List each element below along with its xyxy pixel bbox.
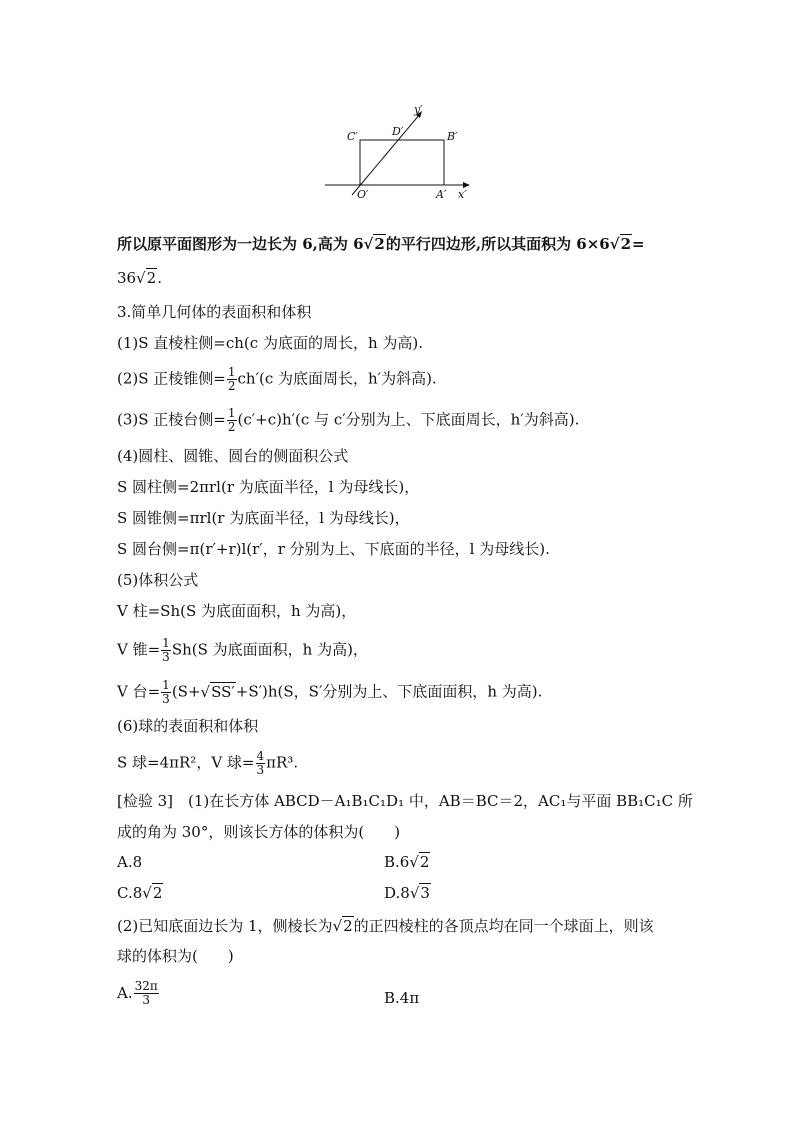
formula-1: (1)S 直棱柱侧=ch(c 为底面的周长，h 为高).: [117, 334, 423, 352]
section-heading: 3.简单几何体的表面积和体积: [117, 303, 312, 321]
formula-6a: S 球=4πR²，V 球= $\frac{4}{3}$ πR³.: [117, 749, 299, 777]
options-row-3: [117, 979, 420, 1007]
option-b[interactable]: B.6√2: [384, 853, 430, 871]
question-3-2-line-1: (2)已知底面边长为 1，侧棱长为√2的正四棱柱的各顶点均在同一个球面上，则该: [117, 917, 654, 935]
formula-5-heading: (5)体积公式: [117, 571, 199, 589]
coordinate-figure: [320, 100, 480, 205]
option-d[interactable]: D.8√3: [384, 884, 430, 902]
option-b2[interactable]: B.4π: [384, 989, 420, 1007]
label-x: x′: [458, 188, 467, 201]
rectangle-oabc: [360, 140, 444, 185]
fraction: $\frac{1}{2}$: [227, 365, 236, 393]
y-axis: [352, 114, 420, 195]
formula-5a: V 柱=Sh(S 为底面面积，h 为高)，: [117, 602, 357, 620]
formula-4a: S 圆柱侧=2πrl(r 为底面半径，l 为母线长)，: [117, 478, 420, 496]
label-a: A′: [436, 188, 447, 201]
options-row-1: [117, 852, 430, 872]
option-a2[interactable]: A. $\frac{32\pi}{3}$: [117, 979, 158, 1007]
label-b: B′: [447, 130, 458, 143]
formula-4c: S 圆台侧=π(r′+r)l(r′，r 分别为上、下底面的半径，l 为母线长).: [117, 540, 550, 558]
sqrt-symbol: √2: [363, 235, 385, 253]
option-c[interactable]: C.8√2: [117, 884, 163, 902]
conclusion-line-1: 所以原平面图形为一边长为 6,高为 6√2的平行四边形,所以其面积为 6×6√2=: [117, 235, 645, 253]
formula-6-heading: (6)球的表面积和体积: [117, 717, 259, 735]
conclusion-line-2: 36√2.: [117, 269, 162, 287]
formula-3: (3)S 正棱台侧= $\frac{1}{2}$ (c′+c)h′(c 与 c′分别为上、下底面周长，h′为斜高).: [117, 406, 580, 434]
formula-5b: V 锥= $\frac{1}{3}$ Sh(S 为底面面积，h 为高)，: [117, 636, 368, 664]
label-c: C′: [347, 130, 358, 143]
options-row-2: [117, 883, 430, 903]
option-a[interactable]: A.8: [117, 853, 143, 871]
formula-4-heading: (4)圆柱、圆锥、圆台的侧面积公式: [117, 447, 349, 465]
formula-2: (2)S 正棱锥侧= $\frac{1}{2}$ ch′(c 为底面周长，h′为斜高).: [117, 365, 437, 393]
label-o: O′: [357, 188, 369, 201]
question-3-line-2: 成的角为 30°，则该长方体的体积为( ): [117, 823, 401, 841]
question-3-line-1: [检验 3] (1)在长方体 ABCD－A₁B₁C₁D₁ 中，AB＝BC＝2，AC₁与平面 BB₁C₁C 所: [117, 792, 693, 810]
label-d: D′: [392, 125, 404, 138]
question-3-2-line-2: 球的体积为( ): [117, 947, 234, 965]
formula-5c: V 台= $\frac{1}{3}$ (S+√SS′+S′)h(S，S′分别为上、下底面面积，h 为高).: [117, 678, 543, 706]
formula-4b: S 圆锥侧=πrl(r 为底面半径，l 为母线长)，: [117, 509, 410, 527]
label-y: y′: [414, 103, 423, 116]
